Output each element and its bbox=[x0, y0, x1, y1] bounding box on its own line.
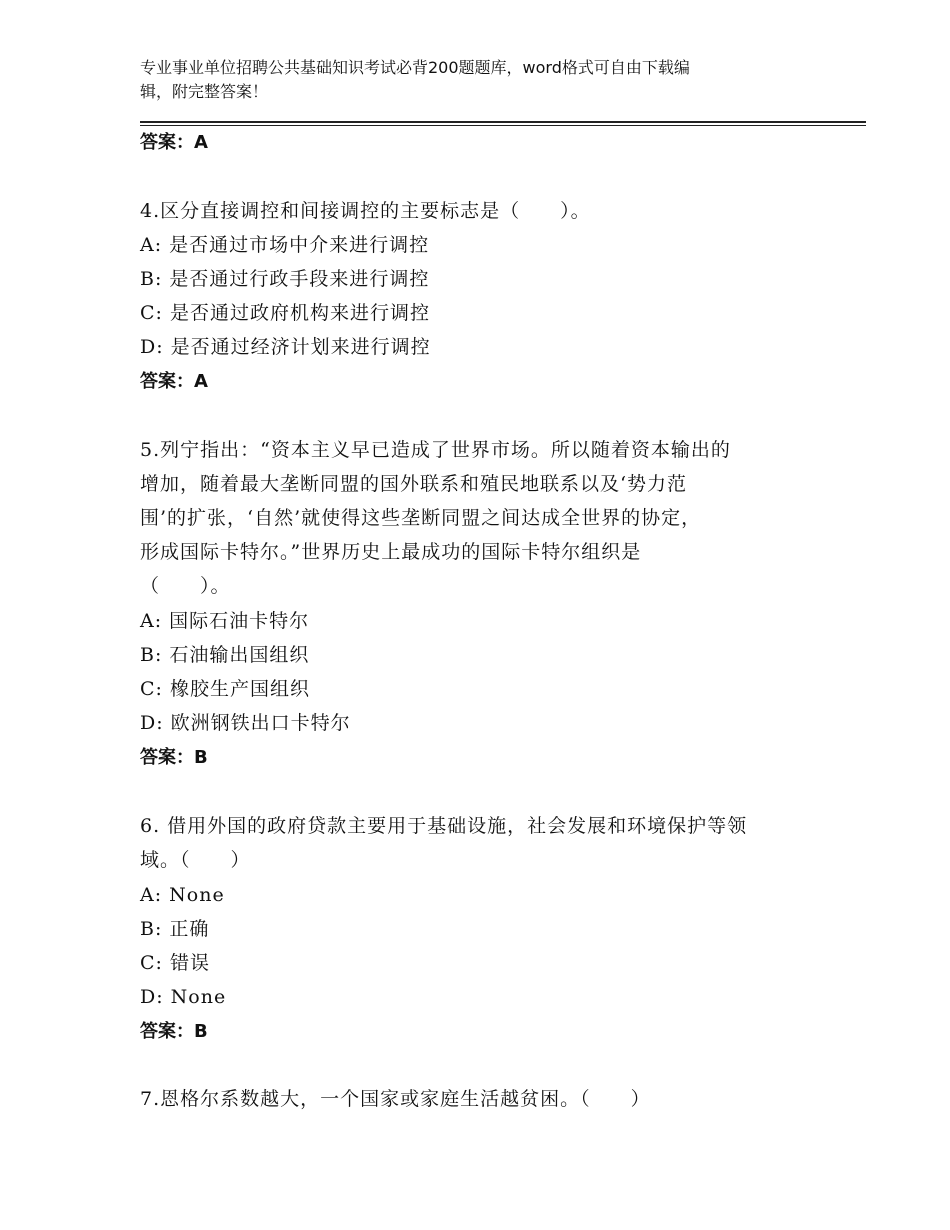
header-line-2: 辑，附完整答案！ bbox=[140, 82, 269, 101]
option-c: C: 是否通过政府机构来进行调控 bbox=[140, 302, 430, 324]
option-a: A: None bbox=[140, 884, 225, 906]
option-d: D: None bbox=[140, 986, 227, 1008]
option-b: B: 石油输出国组织 bbox=[140, 644, 310, 666]
header-rule-thick bbox=[140, 121, 866, 123]
header-line-1: 专业事业单位招聘公共基础知识考试必背200题题库，word格式可自由下载编 bbox=[140, 58, 690, 77]
option-a: A: 是否通过市场中介来进行调控 bbox=[140, 234, 430, 256]
option-b: B: 正确 bbox=[140, 918, 210, 940]
answer-label: 答案：B bbox=[140, 747, 208, 768]
question-stem: （ ）。 bbox=[140, 575, 231, 597]
option-c: C: 错误 bbox=[140, 952, 210, 974]
question-stem: 6. 借用外国的政府贷款主要用于基础设施，社会发展和环境保护等领 bbox=[140, 815, 748, 837]
question-stem: 增加，随着最大垄断同盟的国外联系和殖民地联系以及‘势力范 bbox=[140, 473, 688, 495]
question-stem: 5.列宁指出：“资本主义早已造成了世界市场。所以随着资本输出的 bbox=[140, 439, 731, 461]
header-rule-thin bbox=[140, 125, 866, 126]
question-stem: 围’的扩张，‘自然’就使得这些垄断同盟之间达成全世界的协定， bbox=[140, 507, 702, 529]
answer-label: 答案：B bbox=[140, 1021, 208, 1042]
option-a: A: 国际石油卡特尔 bbox=[140, 610, 310, 632]
question-stem: 形成国际卡特尔。”世界历史上最成功的国际卡特尔组织是 bbox=[140, 541, 642, 563]
question-stem: 7.恩格尔系数越大，一个国家或家庭生活越贫困。（ ） bbox=[140, 1088, 651, 1110]
answer-label: 答案：A bbox=[140, 371, 208, 392]
question-stem: 4.区分直接调控和间接调控的主要标志是（ ）。 bbox=[140, 200, 591, 222]
option-c: C: 橡胶生产国组织 bbox=[140, 678, 310, 700]
option-d: D: 是否通过经济计划来进行调控 bbox=[140, 336, 431, 358]
document-header bbox=[140, 56, 790, 104]
answer-label: 答案：A bbox=[140, 132, 208, 153]
option-b: B: 是否通过行政手段来进行调控 bbox=[140, 268, 430, 290]
option-d: D: 欧洲钢铁出口卡特尔 bbox=[140, 712, 351, 734]
question-stem: 域。（ ） bbox=[140, 849, 251, 871]
